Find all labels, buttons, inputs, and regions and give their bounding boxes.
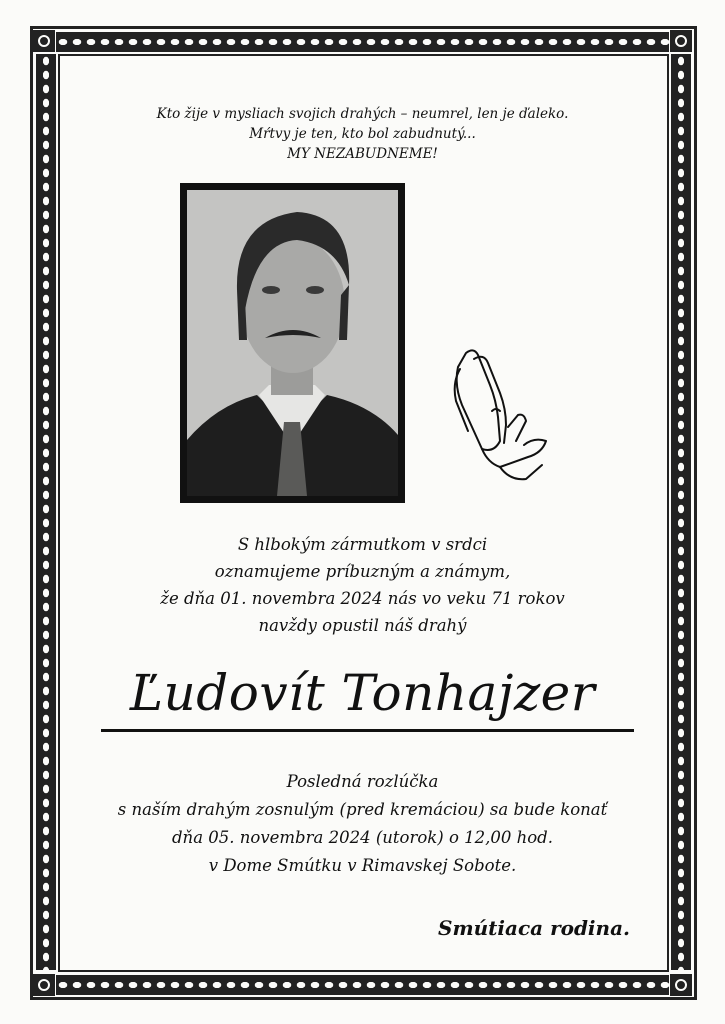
farewell-line: s naším drahým zosnulým (pred kremáciou) sa bude konať — [117, 800, 608, 819]
portrait-image — [187, 190, 398, 496]
name-underline — [101, 729, 634, 732]
quote-line: Mŕtvy je ten, kto bol zabudnutý... — [249, 126, 476, 142]
quote-line: Kto žije v mysliach svojich drahých – neumrel, len je ďaleko. — [156, 106, 569, 122]
farewell-line: Posledná rozlúčka — [286, 772, 439, 791]
farewell-line: v Dome Smútku v Rimavskej Sobote. — [208, 856, 517, 875]
ornamental-border-top — [56, 32, 669, 52]
ornament-corner-icon — [670, 974, 692, 996]
memorial-quote — [80, 104, 645, 164]
ornament-corner-icon — [33, 30, 55, 52]
announcement-line: navždy opustil náš drahý — [258, 616, 467, 635]
ornament-corner-icon — [670, 30, 692, 52]
quote-line: MY NEZABUDNEME! — [287, 146, 438, 162]
signature: Smútiaca rodina. — [438, 916, 630, 940]
portrait-photo — [180, 183, 405, 503]
ornamental-border-right — [671, 54, 691, 970]
praying-hands-icon — [438, 345, 553, 485]
ornamental-border-left — [36, 54, 56, 970]
farewell-line: dňa 05. novembra 2024 (utorok) o 12,00 hod. — [172, 828, 553, 847]
ornamental-border-bottom — [56, 975, 669, 995]
deceased-name: Ľudovít Tonhajzer — [129, 664, 596, 722]
farewell-details — [80, 768, 645, 880]
announcement-text — [80, 531, 645, 639]
announcement-line: že dňa 01. novembra 2024 nás vo veku 71 rokov — [160, 589, 565, 608]
announcement-line: oznamujeme príbuzným a známym, — [214, 562, 511, 581]
ornament-corner-icon — [33, 974, 55, 996]
announcement-line: S hlbokým zármutkom v srdci — [237, 535, 488, 554]
